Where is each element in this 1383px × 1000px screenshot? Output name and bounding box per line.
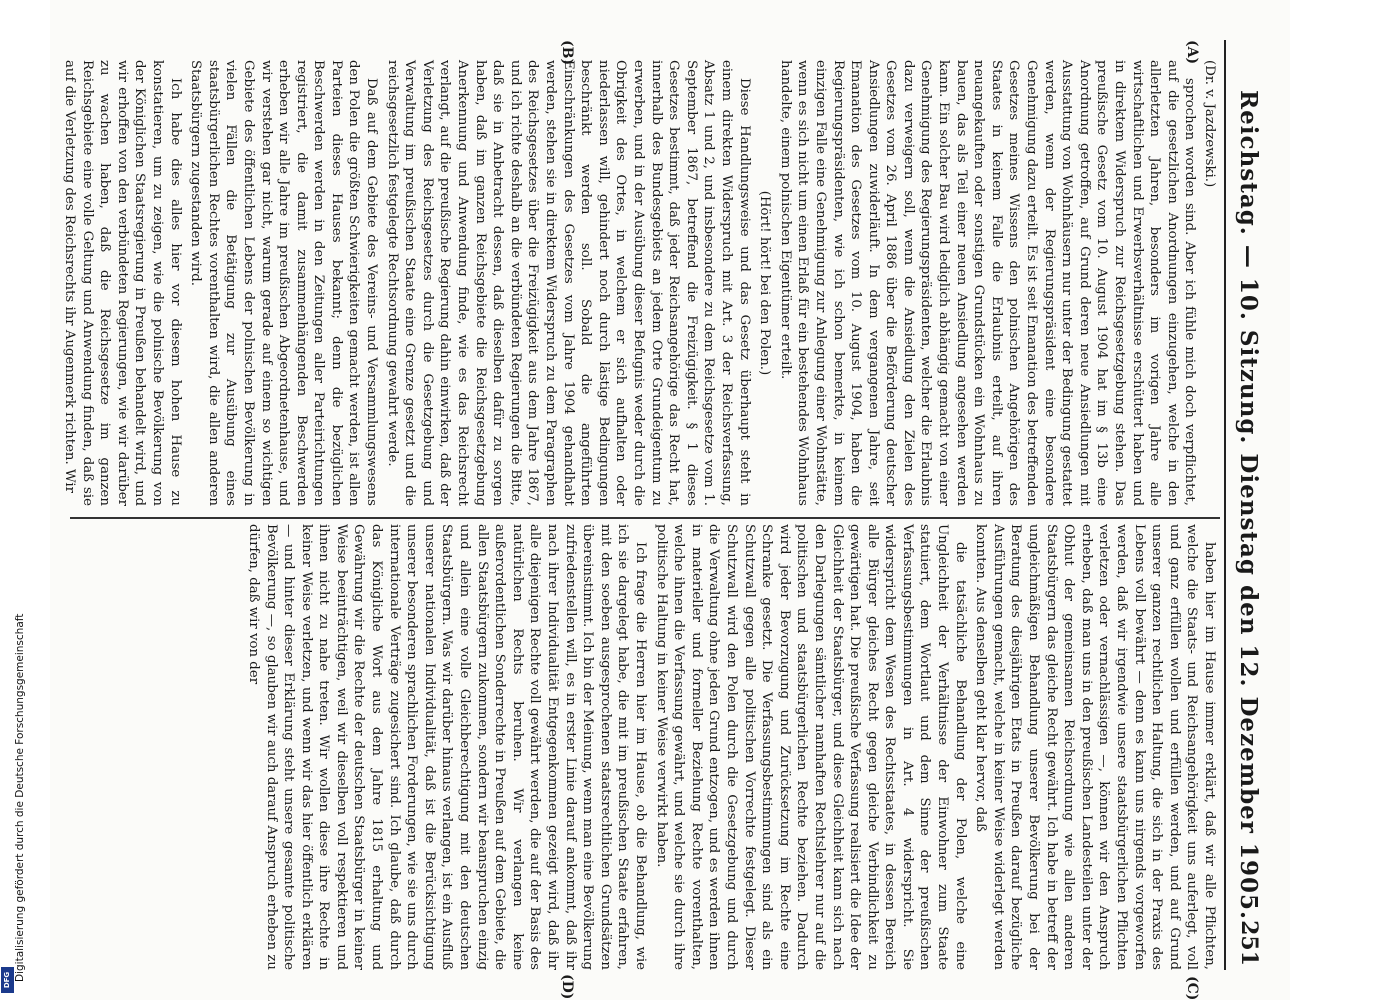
funding-credit: Digitalisierung gefördert durch die Deutsche Forschungsgemeinschaft — [14, 613, 26, 982]
margin-marker-c: (C) — [1184, 976, 1200, 1000]
paragraph: Diese Handlungsweise und das Gesetz überhaupt steht in einem direkten Widerspruch mit Art. 3 der Reichsverfassung, Absatz 1 und 2, und insbesondere zu dem Reichsgesetze vom 1. September 1867, betreffend die Freizügigkeit. § 1 dieses Gesetzes bestimmt, daß jeder Reichsangehörige das Recht hat, innerhalb des Bundesgebiets an jedem Orte Grundeigentum zu erwerben, und in der Ausübung dieser Befugnis weder durch die Obrigkeit des Ortes, in welchem er sich aufhalten oder niederlassen will, gehindert noch durch lästige Bedingungen beschränkt werden soll. Sobald die angeführten Einschränkungen des Gesetzes vom Jahre 1904 gehandhabt werden, stehen sie in direktem Widerspruch zu dem Paragraphen des Reichsgesetzes über die Freizügigkeit aus dem Jahre 1867, und ich richte deshalb an die verbündeten Regierungen die Bitte, daß sie in Anbetracht dessen, daß dieselben dafür zu sorgen haben, daß im ganzen Reichsgebiete die Reichsgesetzgebung Anerkennung und Anwendung finde, wie es das Reichsrecht verlangt, auf die preußische Regierung dahin einwirken, daß der Verletzung des Reichsgesetzes durch die Gesetzgebung und Verwaltung im preußischen Staate eine Grenze gesetzt und die reichsgesetzlich festgelegte Rechtsordnung gewahrt werde. — [384, 60, 752, 506]
paragraph: die tatsächliche Behandlung der Polen, welche eine Ungleichheit der Verhältnisse der Einwohner zum Staate statuiert, dem Wortlaut und dem Sinne der preußischen Verfassungsbestimmungen in Art. 4 widerspricht. Sie widerspricht dem Wesen des Rechtsstaates, in dessen Bereich alle Bürger gleiches Recht gegen gleiche Verbindlichkeit zu gewärtigen hat. Die preußische Verfassung realisiert die Idee der Gleichheit der Staatsbürger, und diese Gleichheit kann sich nach den Darlegungen sämtlicher namhaften Rechtslehrer nur auf die politischen und staatsbürgerlichen Rechte beziehen. Dadurch wird jeder Bevorzugung und Zurücksetzung im Rechte eine Schranke gesetzt. Die Verfassungsbestimmungen sind als ein Schutzwall gegen alle politischen Vorrechte festgelegt. Dieser Schutzwall wird den Polen durch die Gesetzgebung und durch die Verwaltung ohne jeden Grund entzogen, und es werden ihnen in materieller und formeller Beziehung Rechte vorenthalten, welche ihnen die Verfassung gewährt, und welche sie durch ihre politische Haltung in keiner Weise verwirkt haben. — [653, 524, 968, 970]
speaker-label: (Dr. v. Jazdzewski.) — [1202, 60, 1217, 188]
page-number: 251 — [1236, 920, 1262, 966]
right-column — [72, 524, 1218, 970]
dfg-logo: DFG — [1, 967, 14, 993]
margin-marker-d: (D) — [559, 974, 575, 1000]
interjection: (Hört! hört! bei den Polen.) — [757, 190, 773, 376]
paragraph: sprochen worden sind. Aber ich fühle mich doch verpflichtet, auf die gesetzlichen Anordnungen einzugehen, welche in den allerletzten Jahren, besonders im vorigen Jahre alle wirtschaftlichen und Erwerbsverhältnisse erschüttert haben und in direktem Widerspruch zur Reichsgesetzgebung stehen. Das preußische Gesetz vom 10. August 1904 hat im § 13b eine Anordnung getroffen, auf Grund deren neue Ansiedlungen mit Ausstattung von Wohnhäusern nur unter der Bedingung gestattet werden, wenn der Regierungspräsident eine besondere Genehmigung dazu erteilt. Es ist seit Emanation des betreffenden Gesetzes meines Wissens den polnischen Angehörigen des Staates in keinem Falle die Erlaubnis erteilt, auf ihren neuangekauften oder sonstigen Grundstücken ein Wohnhaus zu bauen, das als Teil einer neuen Ansiedlung angesehen werden kann. Ein solcher Bau wird lediglich abhängig gemacht von einer Genehmigung des Regierungspräsidenten, welcher die Erlaubnis dazu verweigern soll, wenn die Ansiedlung den Zielen des Gesetzes vom 26. April 1886 über die Beförderung deutscher Ansiedlungen zuwiderläuft. In dem vergangenen Jahre, seit Emanation des Gesetzes vom 10. August 1904, haben die Regierungspräsidenten, wie ich schon bemerkte, in keinem einzigen Falle eine Genehmigung zur Anlegung einer Wohnstätte, wenn es sich nicht um einen Erlaß für ein bestehendes Wohnhaus handelte, einem polnischen Eigentümer erteilt. — [777, 60, 1198, 506]
left-column — [62, 60, 1218, 506]
margin-marker-a: (A) — [1184, 40, 1200, 65]
margin-marker-b: (B) — [559, 40, 575, 66]
digitization-sidebar — [0, 0, 26, 1000]
page-title: Reichstag. — 10. Sitzung. Dienstag den 12. Dezember 1905. — [1235, 90, 1262, 920]
paragraph: Ich frage die Herren hier im Hause, ob die Behandlung, wie ich sie dargelegt habe, die mit im preußischen Staate erfahren, mit den soeben ausgesprochenen staatsrechtlichen Grundsätzen übereinstimmt. Ich bin der Meinung, wenn man eine Bevölkerung zufriedenstellen will, es in erster Linie darauf ankommt, daß ihr nach ihrer Individualität Entgegenkommen gezeigt wird, daß ihr alle diejenigen Rechte voll gewährt werden, die auf der Basis des natürlichen Rechts beruhen. Wir verlangen keine außerordentlichen Sonderrechte in Preußen auf dem Gebiete, die allen Staatsbürgern zukommen, sondern wir beanspruchen einzig und allein eine volle Gleichberechtigung mit den deutschen Staatsbürgern. Was wir darüber hinaus verlangen, ist ein Ausfluß unserer nationalen Individualität, daß ist die Berücksichtigung unserer besonderen sprachlichen Forderungen, wie sie uns durch internationale Verträge zugesichert sind. Ich glaube, daß durch das Königliche Wort aus dem Jahre 1815 erhaltung und Gewährung wir die Rechte der deutschen Staatsbürger in keiner Weise beeinträchtigen, weil wir dieselben voll respektieren und ihnen nicht zu nahe treten. Wir wollen diese ihre Rechte in keiner Weise verletzen, und wenn wir das hier öffentlich erklären — und hinter dieser Erklärung steht unsere gesamte politische Bevölkerung —, so glauben wir auch darauf Anspruch erheben zu dürfen, daß wir von der — [245, 524, 648, 970]
paragraph: haben hier im Hause immer erklärt, daß wir alle Pflichten, welche die Staats- und Reichsangehörigkeit uns auferlegt, voll und ganz erfüllen wollen und erfüllen werden, und auf Grund unserer ganzen rechtlichen Haltung, die sich in der Praxis des Lebens voll bewährt — denn es kann uns nirgends vorgeworfen werden, daß wir irgendwie unsere staatsbürgerlichen Pflichten verletzen oder vernachlässigen —, können wir den Anspruch erheben, daß man uns in den preußischen Landesteilen unter der Obhut der gemeinsamen Reichsordnung wie allen anderen Staatsbürgern das gleiche Recht gewährt. Ich habe in betreff der ungleichmäßigen Behandlung unserer Bevölkerung bei der Beratung des diesjährigen Etats in Preußen darauf bezügliche Ausführungen gemacht, welche in keiner Weise widerlegt werden konnten. Aus denselben geht klar hervor, daß — [973, 524, 1217, 970]
scanned-page — [50, 0, 1290, 1000]
page-header — [1224, 40, 1266, 970]
column-divider — [70, 517, 1220, 519]
paragraph: Ich habe dies alles hier vor diesem hohen Hause zu konstatieren, um zu zeigen, wie die polnische Bevölkerung von der Königlichen Staatsregierung in Preußen behandelt wird, und wir erhoffen von den verbündeten Regierungen, wie wir darüber zu wachen haben, daß die Reichsgesetze im ganzen Reichsgebiete eine volle Geltung und Anwendung finden, daß sie auf die Verletzung des Reichsrechts ihr Augenmerk richten. Wir — [62, 60, 183, 506]
paragraph: Daß auf dem Gebiete des Vereins- und Versammlungswesens den Polen die größten Schwierigkeiten gemacht werden, ist allen Parteien dieses Hauses bekannt; denn die bezüglichen Beschwerden werden in den Zeitungen aller Parteirichtungen registriert, die damit zusammenhängenden Beschwerden erheben wir alle Jahre im preußischen Abgeordnetenhause, und wir verstehen gar nicht, warum gerade auf einem so wichtigen Gebiete des öffentlichen Lebens der polnischen Bevölkerung in vielen Fällen die Betätigung zur Ausübung eines staatsbürgerlichen Rechtes vorenthalten wird, die allen anderen Staatsbürgern zugestanden wird. — [188, 60, 380, 506]
